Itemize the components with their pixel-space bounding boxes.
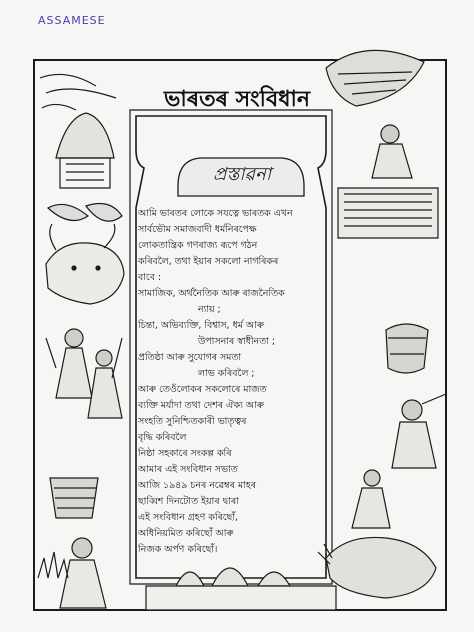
preamble-line: সাৰ্বভৌম সমাজবাদী ধৰ্মনিৰপেক্ষ: [138, 224, 257, 235]
right-illustrations: [318, 50, 446, 598]
preamble-line: উপাসনাৰ স্বাধীনতা ;: [198, 336, 275, 347]
preamble-line: ব্যক্তি মৰ্যাদা তথা দেশৰ ঐক্য আৰু: [138, 400, 264, 411]
left-illustrations: [38, 74, 124, 608]
preamble-line: এই সংবিধান গ্ৰহণ কৰিছোঁ,: [138, 512, 238, 523]
preamble-line: আমাৰ এই সংবিধান সভাত: [138, 464, 238, 475]
page-title: ভাৰতৰ সংবিধান: [163, 87, 311, 112]
preamble-line: আৰু তেওঁলোকৰ সকলোৰে মাজত: [138, 384, 267, 395]
preamble-line: লোকতান্ত্ৰিক গণৰাজ্য ৰূপে গঠন: [138, 240, 258, 251]
preamble-line: কৰিবলৈ, তথা ইয়াৰ সকলো নাগৰিকৰ: [138, 256, 279, 267]
preamble-line: সামাজিক, অৰ্থনৈতিক আৰু ৰাজনৈতিক: [138, 288, 285, 299]
preamble-heading: প্ৰস্তাৱনা: [212, 164, 272, 185]
preamble-line: বৃদ্ধি কৰিবলৈ: [138, 432, 187, 443]
preamble-line: নিজক অৰ্পণ কৰিছোঁ।: [138, 544, 218, 555]
language-tag: ASSAMESE: [38, 14, 106, 27]
preamble-line: বাবে :: [138, 272, 162, 283]
preamble-line: অধিনিয়মিত কৰিছোঁ আৰু: [138, 528, 234, 539]
preamble-line: চিন্তা, অভিব্যক্তি, বিশ্বাস, ধৰ্ম আৰু: [138, 320, 264, 331]
preamble-line: আজি ১৯৪৯ চনৰ নৱেম্বৰ মাহৰ: [138, 480, 256, 491]
bottom-temples: [146, 568, 336, 610]
preamble-line: প্ৰতিষ্ঠা আৰু সুযোগৰ সমতা: [138, 352, 242, 363]
preamble-line: ন্যায় ;: [198, 304, 221, 315]
preamble-line: সংহতি সুনিশ্চিতকাৰী ভাতৃত্বৰ: [138, 416, 247, 427]
preamble-text: [138, 206, 324, 566]
preamble-line: নিষ্ঠা সহকাৰে সংকল্প কৰি: [138, 448, 232, 459]
preamble-line: আমি ভাৰতৰ লোকে সযত্নে ভাৰতক এখন: [138, 208, 293, 219]
preamble-line: ছাব্বিশ দিনটোত ইয়াৰ দ্বাৰা: [138, 496, 239, 507]
preamble-line: লাভ কৰিবলৈ ;: [198, 368, 255, 379]
